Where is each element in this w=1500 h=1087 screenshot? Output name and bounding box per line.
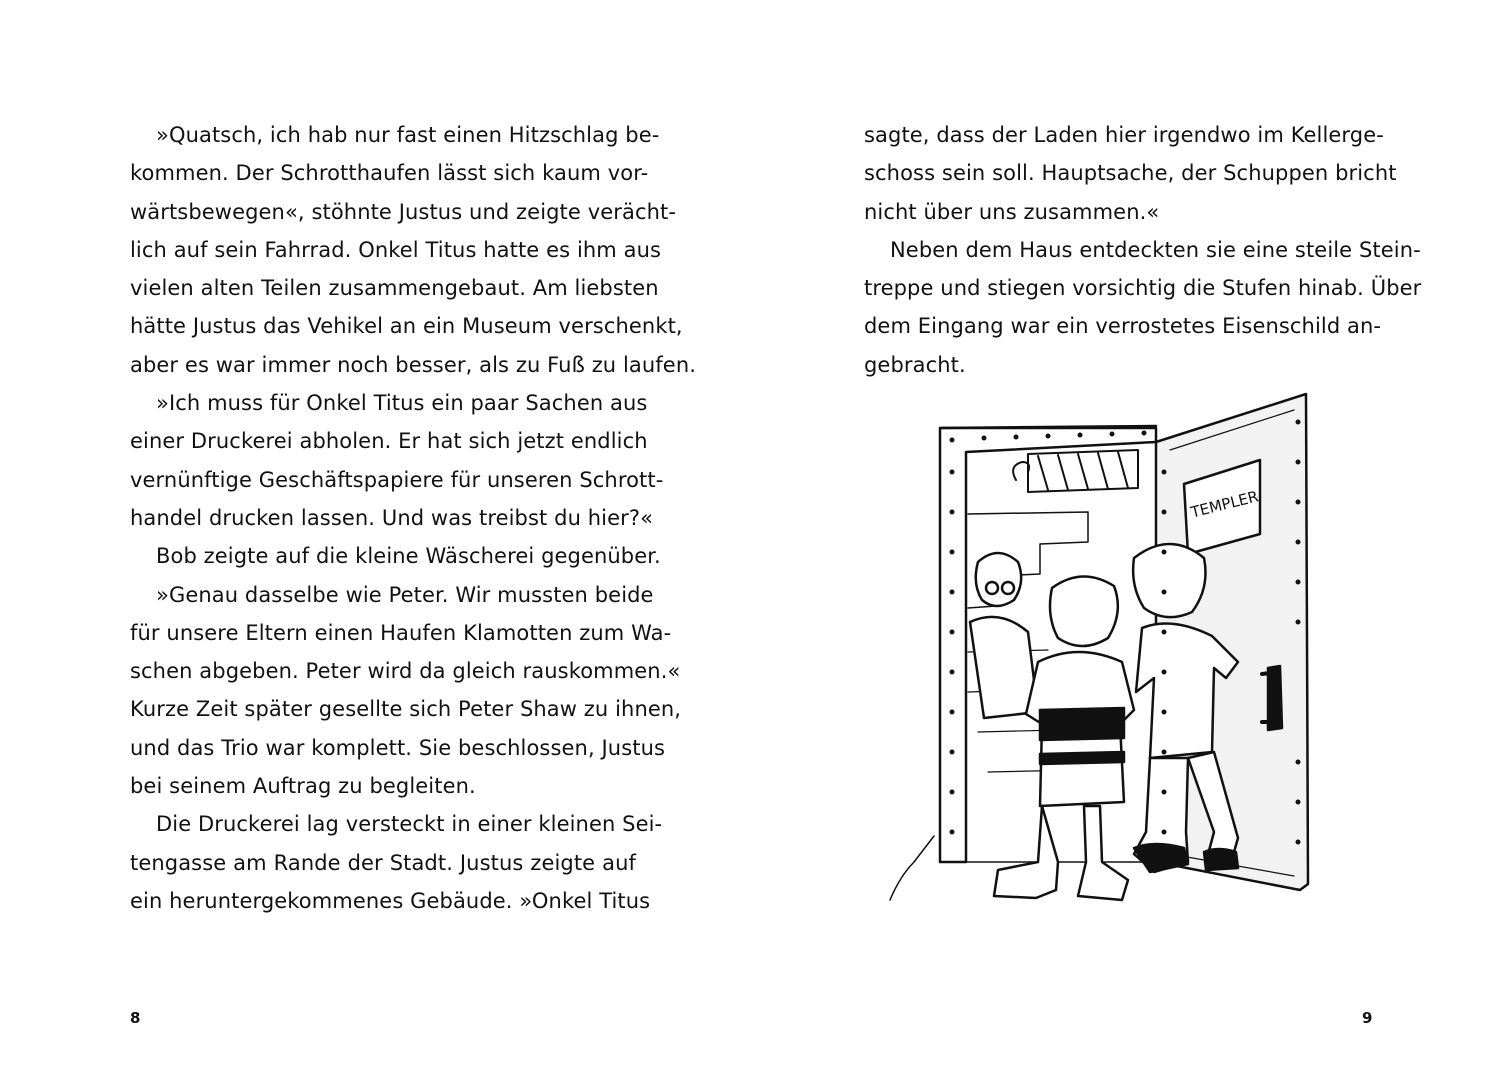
text-line: treppe und stiegen vorsichtig die Stufen hinab. Über: [864, 276, 1422, 301]
text-line: hätte Justus das Vehikel an ein Museum verschenkt,: [130, 314, 683, 339]
text-line: handel drucken lassen. Und was treibst du hier?«: [130, 505, 654, 530]
text-line: bei seinem Auftrag zu begleiten.: [130, 774, 476, 799]
text-line: »Genau dasselbe wie Peter. Wir mussten beide: [156, 582, 654, 607]
text-line: »Quatsch, ich hab nur fast einen Hitzschlag be-: [156, 123, 660, 147]
text-line: Kurze Zeit später gesellte sich Peter Shaw zu ihnen,: [130, 697, 682, 722]
text-line: sagte, dass der Laden hier irgendwo im Kellerge-: [864, 123, 1384, 147]
text-line: vielen alten Teilen zusammengebaut. Am liebsten: [130, 276, 659, 301]
text-line: und das Trio war komplett. Sie beschlossen, Justus: [130, 735, 666, 760]
door-illustration: [888, 392, 1320, 940]
text-line: »Ich muss für Onkel Titus ein paar Sachen aus: [156, 391, 648, 416]
text-line: dem Eingang war ein verrostetes Eisenschild an-: [864, 314, 1382, 339]
text-line: für unsere Eltern einen Haufen Klamotten zum Wa-: [130, 620, 672, 645]
text-line: Die Druckerei lag versteckt in einer kleinen Sei-: [156, 812, 663, 837]
right-page-text: [864, 116, 1422, 384]
page-number: 9: [1362, 1009, 1373, 1027]
text-line: nicht über uns zusammen.«: [864, 199, 1160, 224]
page-number: 8: [130, 1009, 141, 1027]
text-line: vernünftige Geschäftspapiere für unseren Schrott-: [130, 467, 664, 492]
text-line: einer Druckerei abholen. Er hat sich jetzt endlich: [130, 429, 648, 454]
left-page-text: [130, 116, 697, 920]
text-line: lich auf sein Fahrrad. Onkel Titus hatte es ihm aus: [130, 237, 662, 262]
text-line: Bob zeigte auf die kleine Wäscherei gegenüber.: [156, 544, 661, 569]
text-line: ein heruntergekommenes Gebäude. »Onkel Titus: [130, 888, 651, 913]
text-line: gebracht.: [864, 352, 966, 377]
text-line: schoss sein soll. Hauptsache, der Schuppen bricht: [864, 161, 1397, 186]
text-line: wärtsbewegen«, stöhnte Justus und zeigte verächt-: [130, 199, 677, 224]
text-line: aber es war immer noch besser, als zu Fuß zu laufen.: [130, 352, 697, 377]
text-line: Neben dem Haus entdeckten sie eine steile Stein-: [890, 237, 1421, 262]
text-line: tengasse am Rande der Stadt. Justus zeigte auf: [130, 850, 636, 875]
text-line: schen abgeben. Peter wird da gleich rauskommen.«: [130, 659, 681, 684]
sign-text: TEMPLER: [1189, 487, 1261, 522]
text-line: kommen. Der Schrotthaufen lässt sich kaum vor-: [130, 161, 649, 186]
